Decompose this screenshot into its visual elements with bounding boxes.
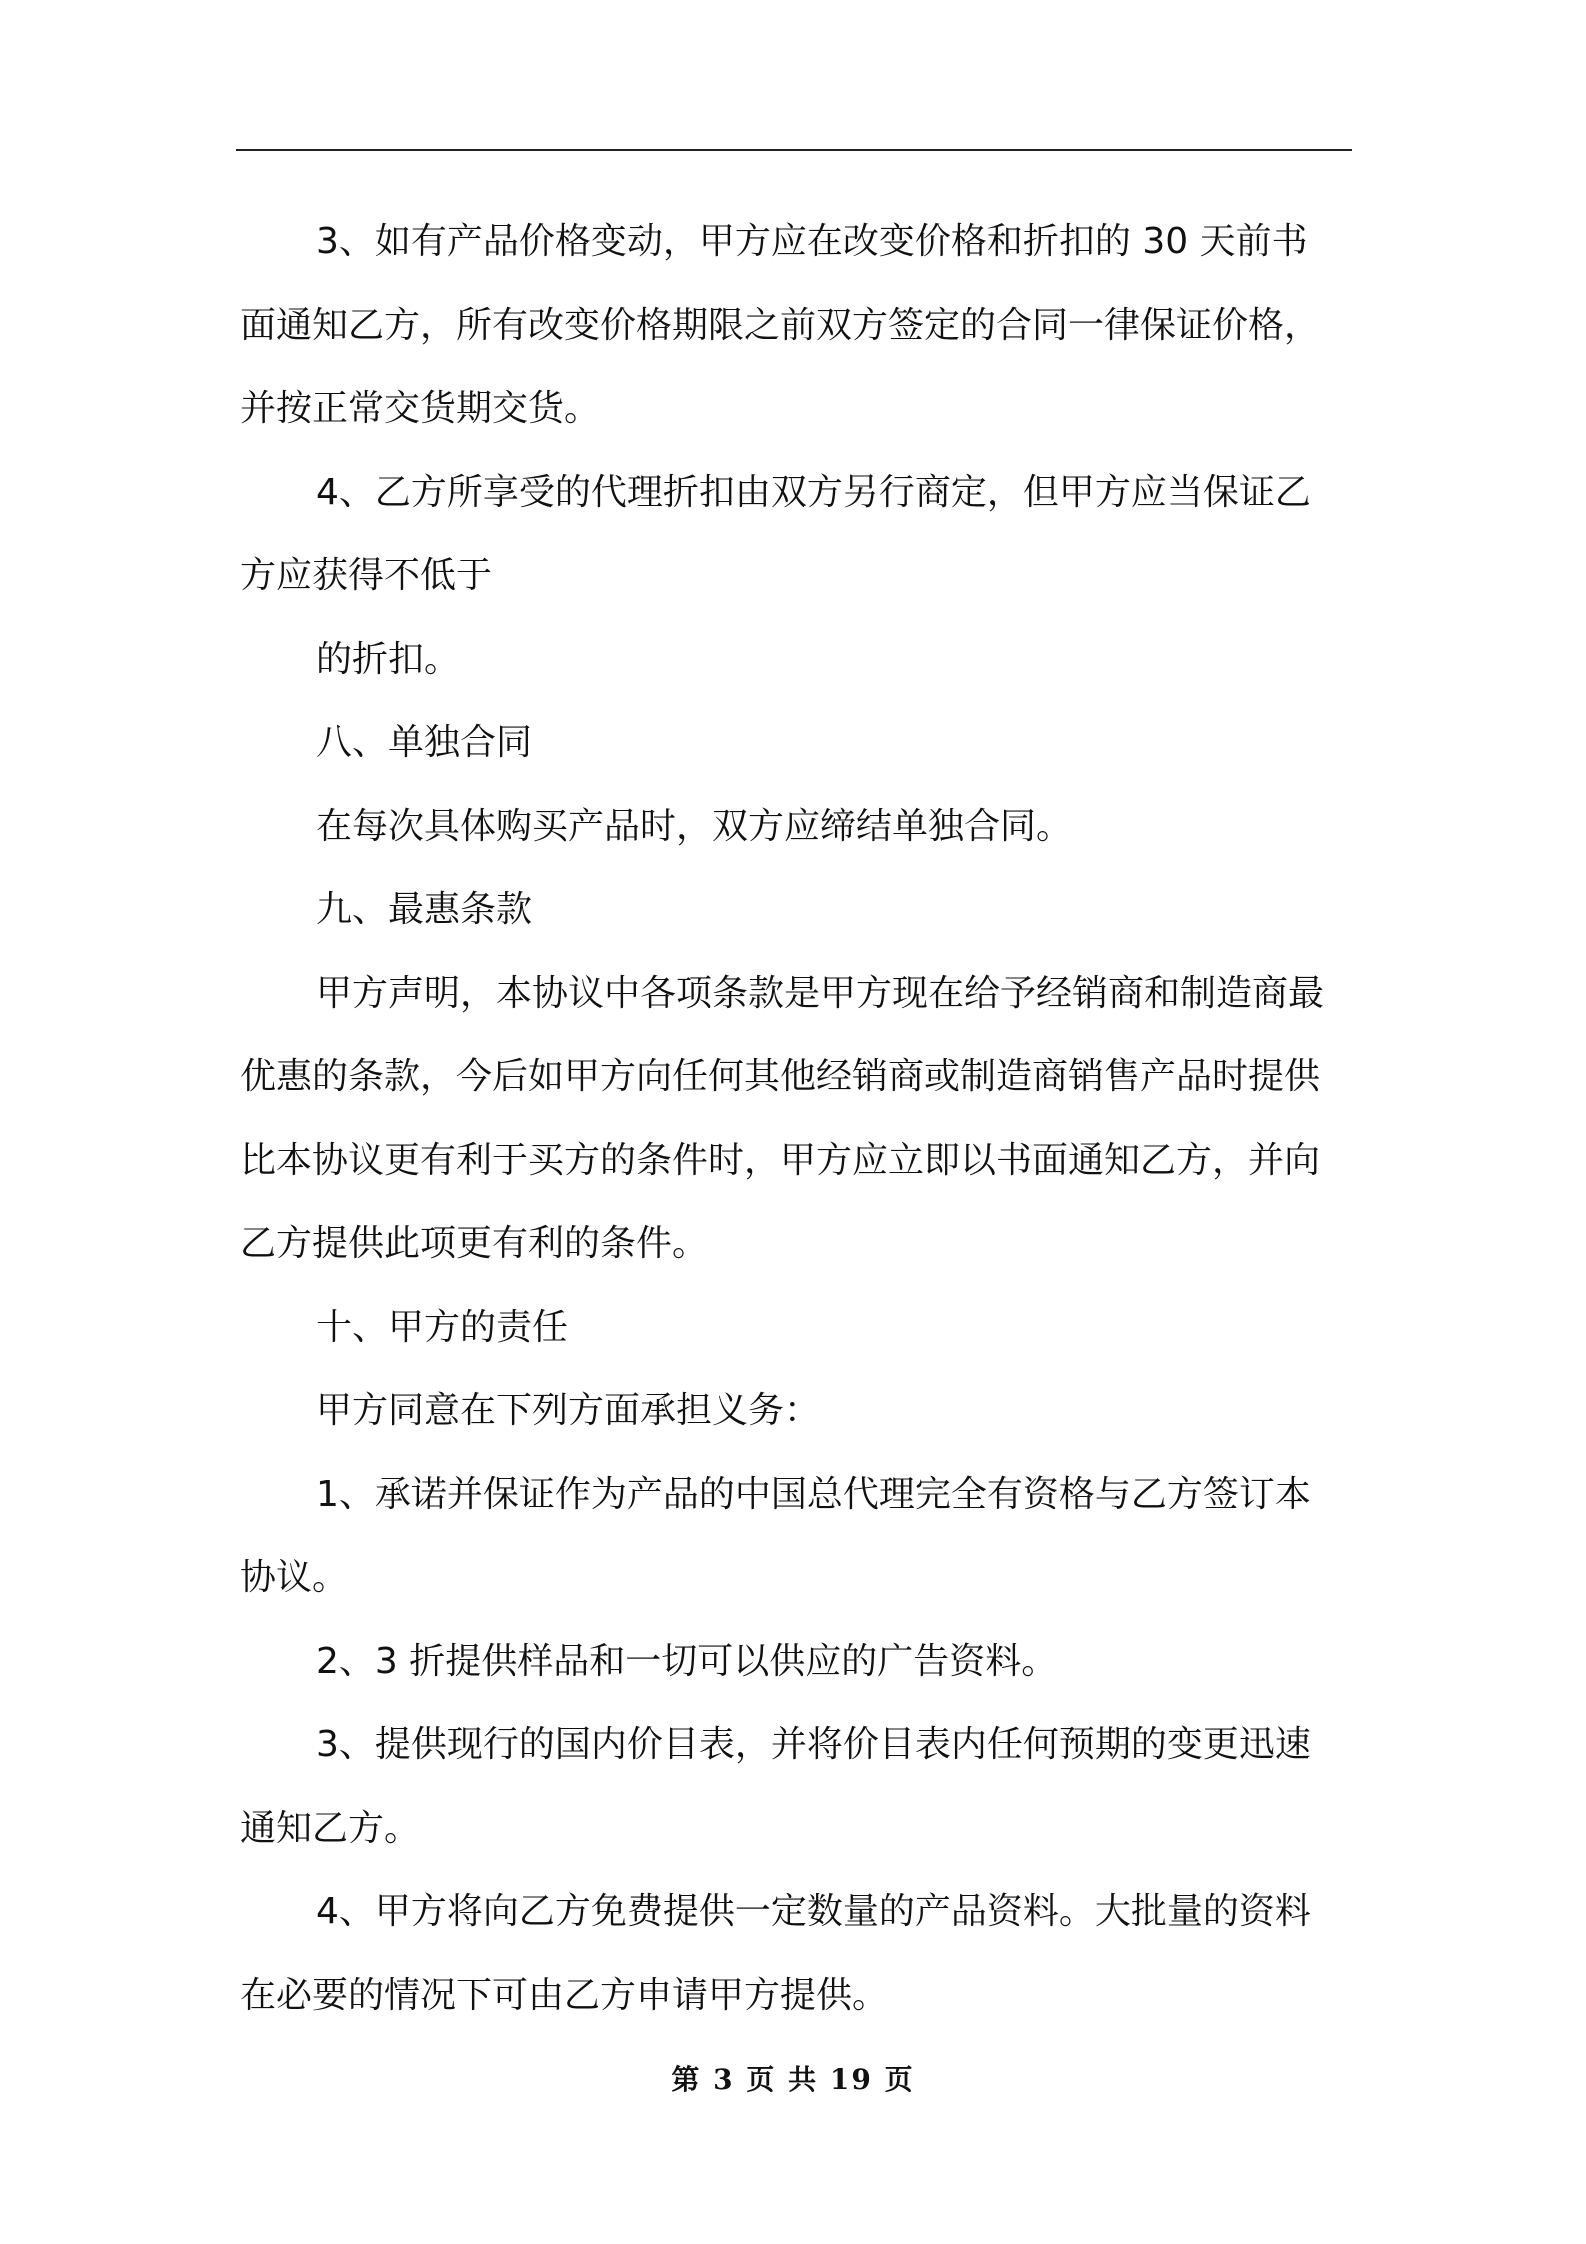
section-heading: 九、最惠条款 <box>316 889 533 930</box>
paragraph-line: 甲方声明，本协议中各项条款是甲方现在给予经销商和制造商最 <box>316 972 1325 1014</box>
paragraph-line: 2、3 折提供样品和一切可以供应的广告资料。 <box>316 1640 1058 1682</box>
section-heading: 八、单独合同 <box>316 722 533 763</box>
paragraph-line: 通知乙方。 <box>240 1807 421 1849</box>
header-rule <box>236 149 1352 151</box>
paragraph-line: 3、提供现行的国内价目表，并将价目表内任何预期的变更迅速 <box>316 1724 1311 1765</box>
paragraph-line: 1、承诺并保证作为产品的中国总代理完全有资格与乙方签订本 <box>316 1473 1311 1515</box>
paragraph-line: 在必要的情况下可由乙方申请甲方提供。 <box>240 1974 889 2016</box>
paragraph-line: 的折扣。 <box>316 638 461 680</box>
page-number-footer: 第 3 页 共 19 页 <box>671 2063 915 2096</box>
paragraph-line: 甲方同意在下列方面承担义务： <box>316 1390 821 1431</box>
paragraph-line: 面通知乙方，所有改变价格期限之前双方签定的合同一律保证价格， <box>240 304 1321 346</box>
paragraph-line: 4、乙方所享受的代理折扣由双方另行商定，但甲方应当保证乙 <box>316 471 1311 513</box>
paragraph-line: 在每次具体购买产品时，双方应缔结单独合同。 <box>316 805 1073 847</box>
paragraph-line: 比本协议更有利于买方的条件时，甲方应立即以书面通知乙方，并向 <box>240 1139 1321 1181</box>
paragraph-line: 协议。 <box>240 1557 349 1598</box>
paragraph-line: 乙方提供此项更有利的条件。 <box>240 1223 709 1264</box>
paragraph-line: 3、如有产品价格变动，甲方应在改变价格和折扣的 30 天前书 <box>316 221 1308 262</box>
paragraph-line: 方应获得不低于 <box>240 555 493 596</box>
section-heading: 十、甲方的责任 <box>316 1306 569 1348</box>
paragraph-line: 并按正常交货期交货。 <box>240 388 601 429</box>
document-body <box>240 200 1352 2037</box>
paragraph-line: 优惠的条款，今后如甲方向任何其他经销商或制造商销售产品时提供 <box>240 1056 1321 1097</box>
paragraph-line: 4、甲方将向乙方免费提供一定数量的产品资料。大批量的资料 <box>316 1891 1311 1932</box>
